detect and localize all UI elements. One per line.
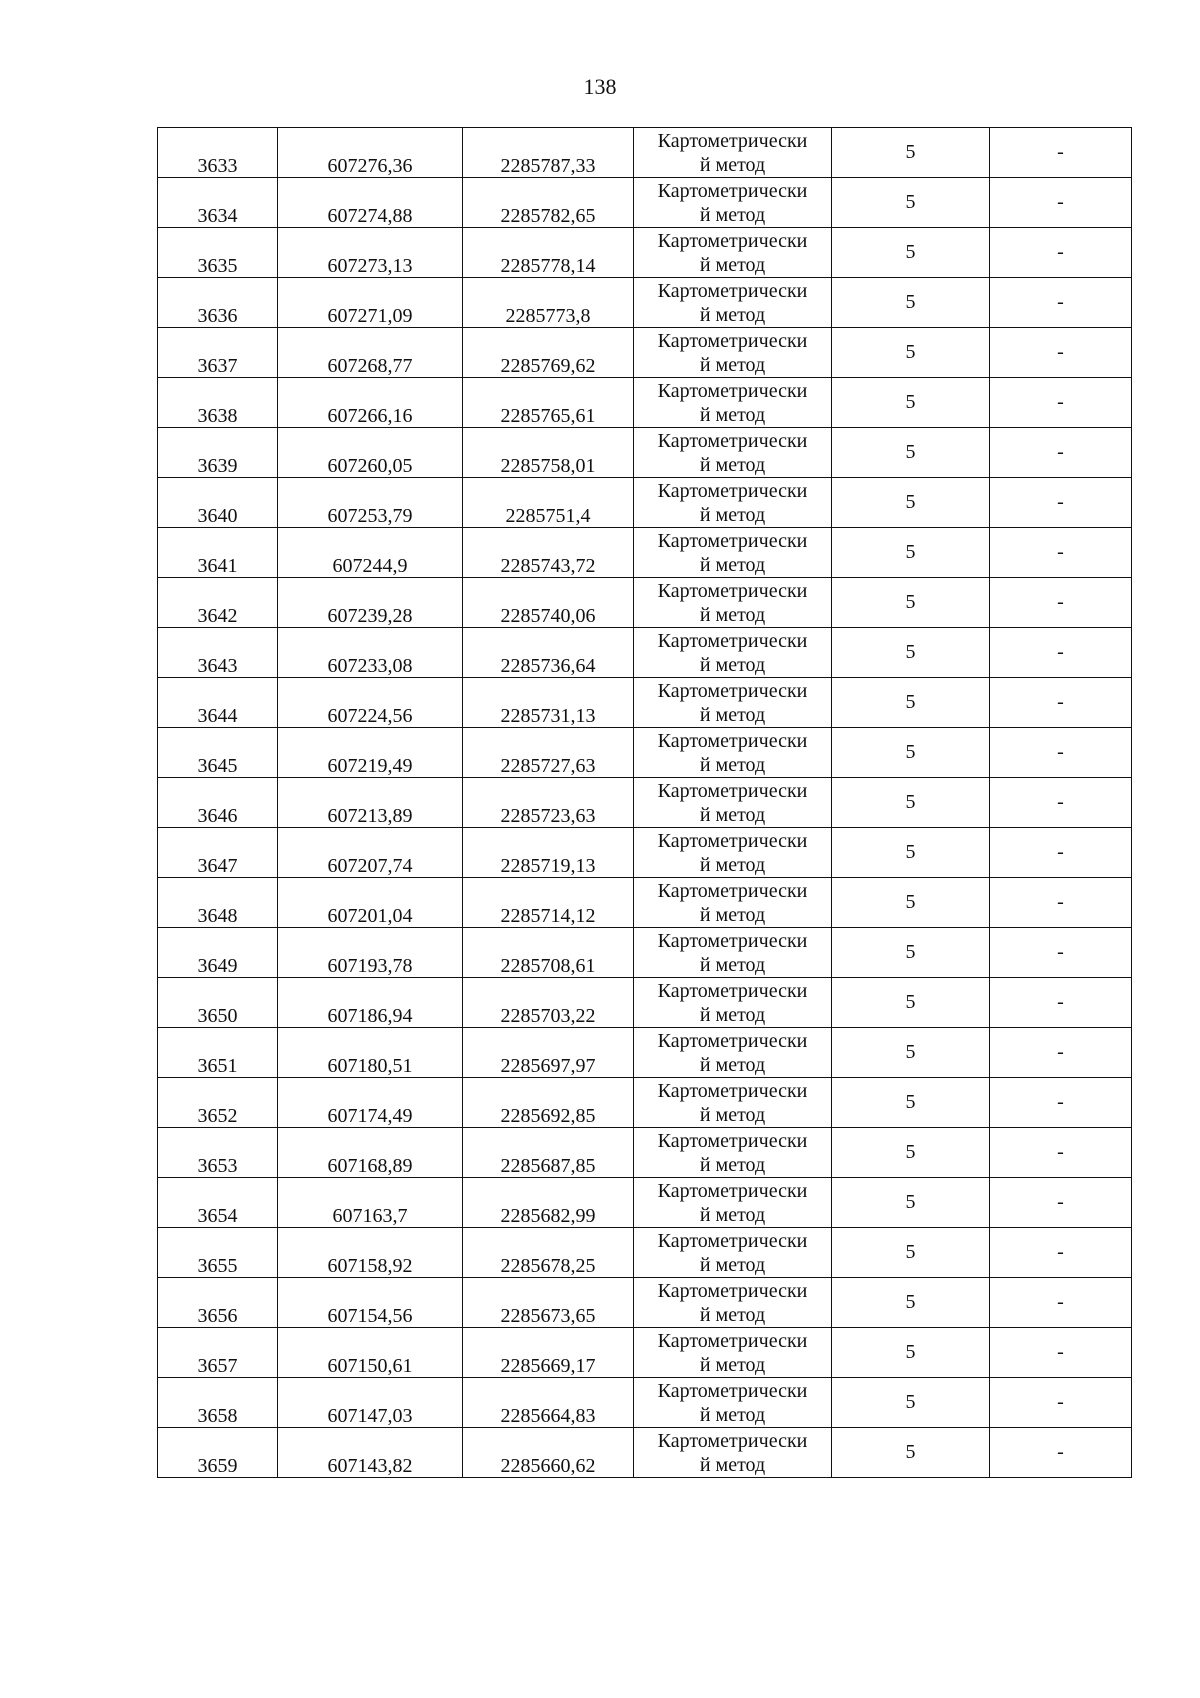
- accuracy-cell: 5: [832, 878, 990, 928]
- method-text-line-2: й метод: [699, 653, 766, 676]
- x-coordinate-cell: 607219,49: [278, 728, 463, 778]
- y-coordinate-cell: 2285758,01: [463, 428, 634, 478]
- accuracy-cell: 5: [832, 378, 990, 428]
- method-cell: [634, 1078, 832, 1128]
- x-coordinate-cell: 607168,89: [278, 1128, 463, 1178]
- method-text-line-2: й метод: [699, 1103, 766, 1126]
- method-text-line-1: Картометрически: [657, 579, 808, 602]
- note-cell: -: [990, 678, 1132, 728]
- method-text-line-1: Картометрически: [657, 279, 808, 302]
- note-cell: -: [990, 128, 1132, 178]
- method-cell: [634, 378, 832, 428]
- y-coordinate-cell: 2285727,63: [463, 728, 634, 778]
- y-coordinate-cell: 2285678,25: [463, 1228, 634, 1278]
- y-coordinate-cell: 2285740,06: [463, 578, 634, 628]
- method-text-line-1: Картометрически: [657, 629, 808, 652]
- note-cell: -: [990, 528, 1132, 578]
- note-cell: -: [990, 1378, 1132, 1428]
- method-text-line-2: й метод: [699, 453, 766, 476]
- accuracy-cell: 5: [832, 328, 990, 378]
- method-cell: [634, 1378, 832, 1428]
- point-number-cell: 3645: [158, 728, 278, 778]
- accuracy-cell: 5: [832, 528, 990, 578]
- accuracy-cell: 5: [832, 928, 990, 978]
- method-text-line-2: й метод: [699, 953, 766, 976]
- note-cell: -: [990, 478, 1132, 528]
- method-text-line-1: Картометрически: [657, 779, 808, 802]
- y-coordinate-cell: 2285692,85: [463, 1078, 634, 1128]
- y-coordinate-cell: 2285703,22: [463, 978, 634, 1028]
- accuracy-cell: 5: [832, 478, 990, 528]
- method-cell: [634, 1278, 832, 1328]
- point-number-cell: 3653: [158, 1128, 278, 1178]
- table-row: [158, 178, 1132, 228]
- accuracy-cell: 5: [832, 1428, 990, 1478]
- y-coordinate-cell: 2285736,64: [463, 628, 634, 678]
- method-cell: [634, 478, 832, 528]
- method-cell: [634, 678, 832, 728]
- y-coordinate-cell: 2285714,12: [463, 878, 634, 928]
- y-coordinate-cell: 2285687,85: [463, 1128, 634, 1178]
- x-coordinate-cell: 607207,74: [278, 828, 463, 878]
- method-text-line-2: й метод: [699, 603, 766, 626]
- method-text-line-2: й метод: [699, 503, 766, 526]
- method-cell: [634, 328, 832, 378]
- table-row: [158, 1128, 1132, 1178]
- coordinates-table: [157, 127, 1132, 1478]
- point-number-cell: 3658: [158, 1378, 278, 1428]
- method-text-line-1: Картометрически: [657, 229, 808, 252]
- note-cell: -: [990, 1028, 1132, 1078]
- accuracy-cell: 5: [832, 1178, 990, 1228]
- point-number-cell: 3636: [158, 278, 278, 328]
- coordinates-table-body: [158, 128, 1132, 1478]
- method-cell: [634, 178, 832, 228]
- point-number-cell: 3644: [158, 678, 278, 728]
- y-coordinate-cell: 2285664,83: [463, 1378, 634, 1428]
- accuracy-cell: 5: [832, 778, 990, 828]
- x-coordinate-cell: 607244,9: [278, 528, 463, 578]
- y-coordinate-cell: 2285660,62: [463, 1428, 634, 1478]
- x-coordinate-cell: 607239,28: [278, 578, 463, 628]
- table-row: [158, 128, 1132, 178]
- x-coordinate-cell: 607158,92: [278, 1228, 463, 1278]
- point-number-cell: 3635: [158, 228, 278, 278]
- accuracy-cell: 5: [832, 128, 990, 178]
- note-cell: -: [990, 1278, 1132, 1328]
- y-coordinate-cell: 2285778,14: [463, 228, 634, 278]
- x-coordinate-cell: 607174,49: [278, 1078, 463, 1128]
- method-text-line-2: й метод: [699, 803, 766, 826]
- x-coordinate-cell: 607143,82: [278, 1428, 463, 1478]
- method-text-line-2: й метод: [699, 1003, 766, 1026]
- method-cell: [634, 778, 832, 828]
- note-cell: -: [990, 278, 1132, 328]
- y-coordinate-cell: 2285697,97: [463, 1028, 634, 1078]
- note-cell: -: [990, 628, 1132, 678]
- method-text-line-1: Картометрически: [657, 1379, 808, 1402]
- table-row: [158, 1028, 1132, 1078]
- table-row: [158, 778, 1132, 828]
- method-text-line-1: Картометрически: [657, 929, 808, 952]
- method-text-line-1: Картометрически: [657, 1129, 808, 1152]
- method-text-line-1: Картометрически: [657, 1429, 808, 1452]
- method-cell: [634, 128, 832, 178]
- method-text-line-1: Картометрически: [657, 1079, 808, 1102]
- point-number-cell: 3638: [158, 378, 278, 428]
- table-row: [158, 1078, 1132, 1128]
- x-coordinate-cell: 607163,7: [278, 1178, 463, 1228]
- note-cell: -: [990, 878, 1132, 928]
- accuracy-cell: 5: [832, 1378, 990, 1428]
- method-text-line-2: й метод: [699, 853, 766, 876]
- y-coordinate-cell: 2285769,62: [463, 328, 634, 378]
- note-cell: -: [990, 1328, 1132, 1378]
- point-number-cell: 3642: [158, 578, 278, 628]
- point-number-cell: 3634: [158, 178, 278, 228]
- method-text-line-2: й метод: [699, 1203, 766, 1226]
- y-coordinate-cell: 2285751,4: [463, 478, 634, 528]
- x-coordinate-cell: 607253,79: [278, 478, 463, 528]
- x-coordinate-cell: 607150,61: [278, 1328, 463, 1378]
- point-number-cell: 3655: [158, 1228, 278, 1278]
- method-text-line-1: Картометрически: [657, 1229, 808, 1252]
- note-cell: -: [990, 378, 1132, 428]
- table-row: [158, 378, 1132, 428]
- method-text-line-1: Картометрически: [657, 479, 808, 502]
- accuracy-cell: 5: [832, 578, 990, 628]
- method-text-line-2: й метод: [699, 1053, 766, 1076]
- x-coordinate-cell: 607268,77: [278, 328, 463, 378]
- y-coordinate-cell: 2285682,99: [463, 1178, 634, 1228]
- method-text-line-2: й метод: [699, 353, 766, 376]
- point-number-cell: 3639: [158, 428, 278, 478]
- x-coordinate-cell: 607186,94: [278, 978, 463, 1028]
- table-row: [158, 528, 1132, 578]
- accuracy-cell: 5: [832, 428, 990, 478]
- method-text-line-1: Картометрически: [657, 1029, 808, 1052]
- method-cell: [634, 428, 832, 478]
- method-text-line-2: й метод: [699, 703, 766, 726]
- point-number-cell: 3647: [158, 828, 278, 878]
- table-row: [158, 878, 1132, 928]
- page-number: 138: [583, 74, 617, 99]
- accuracy-cell: 5: [832, 1278, 990, 1328]
- x-coordinate-cell: 607271,09: [278, 278, 463, 328]
- accuracy-cell: 5: [832, 1028, 990, 1078]
- accuracy-cell: 5: [832, 1328, 990, 1378]
- accuracy-cell: 5: [832, 1078, 990, 1128]
- point-number-cell: 3659: [158, 1428, 278, 1478]
- note-cell: -: [990, 578, 1132, 628]
- table-row: [158, 1228, 1132, 1278]
- method-text-line-2: й метод: [699, 253, 766, 276]
- method-cell: [634, 628, 832, 678]
- method-text-line-2: й метод: [699, 1353, 766, 1376]
- method-text-line-1: Картометрически: [657, 1279, 808, 1302]
- table-row: [158, 978, 1132, 1028]
- method-text-line-1: Картометрически: [657, 529, 808, 552]
- accuracy-cell: 5: [832, 1128, 990, 1178]
- note-cell: -: [990, 328, 1132, 378]
- method-text-line-1: Картометрически: [657, 1329, 808, 1352]
- y-coordinate-cell: 2285782,65: [463, 178, 634, 228]
- y-coordinate-cell: 2285787,33: [463, 128, 634, 178]
- method-text-line-1: Картометрически: [657, 129, 808, 152]
- y-coordinate-cell: 2285773,8: [463, 278, 634, 328]
- note-cell: -: [990, 978, 1132, 1028]
- accuracy-cell: 5: [832, 978, 990, 1028]
- table-row: [158, 1428, 1132, 1478]
- accuracy-cell: 5: [832, 628, 990, 678]
- method-cell: [634, 278, 832, 328]
- method-text-line-2: й метод: [699, 1253, 766, 1276]
- method-text-line-2: й метод: [699, 903, 766, 926]
- method-text-line-1: Картометрически: [657, 829, 808, 852]
- note-cell: -: [990, 778, 1132, 828]
- note-cell: -: [990, 1428, 1132, 1478]
- x-coordinate-cell: 607260,05: [278, 428, 463, 478]
- method-text-line-1: Картометрически: [657, 729, 808, 752]
- method-cell: [634, 228, 832, 278]
- note-cell: -: [990, 428, 1132, 478]
- point-number-cell: 3656: [158, 1278, 278, 1328]
- method-text-line-2: й метод: [699, 303, 766, 326]
- method-text-line-1: Картометрически: [657, 1179, 808, 1202]
- note-cell: -: [990, 928, 1132, 978]
- note-cell: -: [990, 1228, 1132, 1278]
- table-row: [158, 728, 1132, 778]
- method-cell: [634, 1428, 832, 1478]
- point-number-cell: 3657: [158, 1328, 278, 1378]
- table-row: [158, 1378, 1132, 1428]
- y-coordinate-cell: 2285723,63: [463, 778, 634, 828]
- method-text-line-2: й метод: [699, 1453, 766, 1476]
- method-text-line-1: Картометрически: [657, 179, 808, 202]
- x-coordinate-cell: 607233,08: [278, 628, 463, 678]
- x-coordinate-cell: 607180,51: [278, 1028, 463, 1078]
- table-row: [158, 1328, 1132, 1378]
- accuracy-cell: 5: [832, 1228, 990, 1278]
- point-number-cell: 3651: [158, 1028, 278, 1078]
- x-coordinate-cell: 607266,16: [278, 378, 463, 428]
- table-row: [158, 678, 1132, 728]
- point-number-cell: 3633: [158, 128, 278, 178]
- note-cell: -: [990, 728, 1132, 778]
- method-text-line-1: Картометрически: [657, 679, 808, 702]
- table-row: [158, 828, 1132, 878]
- x-coordinate-cell: 607201,04: [278, 878, 463, 928]
- table-row: [158, 928, 1132, 978]
- y-coordinate-cell: 2285719,13: [463, 828, 634, 878]
- note-cell: -: [990, 1078, 1132, 1128]
- method-text-line-1: Картометрически: [657, 429, 808, 452]
- point-number-cell: 3640: [158, 478, 278, 528]
- method-cell: [634, 1178, 832, 1228]
- point-number-cell: 3654: [158, 1178, 278, 1228]
- x-coordinate-cell: 607224,56: [278, 678, 463, 728]
- y-coordinate-cell: 2285673,65: [463, 1278, 634, 1328]
- y-coordinate-cell: 2285731,13: [463, 678, 634, 728]
- table-row: [158, 1278, 1132, 1328]
- note-cell: -: [990, 1128, 1132, 1178]
- x-coordinate-cell: 607193,78: [278, 928, 463, 978]
- method-text-line-2: й метод: [699, 403, 766, 426]
- method-cell: [634, 928, 832, 978]
- method-text-line-1: Картометрически: [657, 879, 808, 902]
- method-text-line-1: Картометрически: [657, 979, 808, 1002]
- accuracy-cell: 5: [832, 828, 990, 878]
- accuracy-cell: 5: [832, 678, 990, 728]
- note-cell: -: [990, 228, 1132, 278]
- y-coordinate-cell: 2285743,72: [463, 528, 634, 578]
- point-number-cell: 3643: [158, 628, 278, 678]
- method-cell: [634, 1228, 832, 1278]
- method-cell: [634, 878, 832, 928]
- point-number-cell: 3648: [158, 878, 278, 928]
- method-cell: [634, 1128, 832, 1178]
- method-text-line-2: й метод: [699, 1403, 766, 1426]
- method-text-line-2: й метод: [699, 153, 766, 176]
- method-cell: [634, 528, 832, 578]
- table-row: [158, 328, 1132, 378]
- note-cell: -: [990, 1178, 1132, 1228]
- table-row: [158, 278, 1132, 328]
- note-cell: -: [990, 828, 1132, 878]
- method-text-line-2: й метод: [699, 553, 766, 576]
- method-text-line-2: й метод: [699, 1153, 766, 1176]
- accuracy-cell: 5: [832, 728, 990, 778]
- table-row: [158, 578, 1132, 628]
- y-coordinate-cell: 2285765,61: [463, 378, 634, 428]
- x-coordinate-cell: 607276,36: [278, 128, 463, 178]
- x-coordinate-cell: 607154,56: [278, 1278, 463, 1328]
- point-number-cell: 3646: [158, 778, 278, 828]
- point-number-cell: 3652: [158, 1078, 278, 1128]
- y-coordinate-cell: 2285708,61: [463, 928, 634, 978]
- method-text-line-2: й метод: [699, 203, 766, 226]
- method-cell: [634, 1028, 832, 1078]
- x-coordinate-cell: 607273,13: [278, 228, 463, 278]
- method-text-line-1: Картометрически: [657, 379, 808, 402]
- accuracy-cell: 5: [832, 178, 990, 228]
- y-coordinate-cell: 2285669,17: [463, 1328, 634, 1378]
- accuracy-cell: 5: [832, 278, 990, 328]
- method-cell: [634, 728, 832, 778]
- method-cell: [634, 1328, 832, 1378]
- method-text-line-2: й метод: [699, 1303, 766, 1326]
- point-number-cell: 3649: [158, 928, 278, 978]
- method-text-line-2: й метод: [699, 753, 766, 776]
- note-cell: -: [990, 178, 1132, 228]
- table-row: [158, 478, 1132, 528]
- table-row: [158, 228, 1132, 278]
- table-row: [158, 628, 1132, 678]
- table-row: [158, 428, 1132, 478]
- x-coordinate-cell: 607213,89: [278, 778, 463, 828]
- table-row: [158, 1178, 1132, 1228]
- accuracy-cell: 5: [832, 228, 990, 278]
- point-number-cell: 3650: [158, 978, 278, 1028]
- point-number-cell: 3641: [158, 528, 278, 578]
- x-coordinate-cell: 607147,03: [278, 1378, 463, 1428]
- method-cell: [634, 828, 832, 878]
- method-text-line-1: Картометрически: [657, 329, 808, 352]
- method-cell: [634, 978, 832, 1028]
- x-coordinate-cell: 607274,88: [278, 178, 463, 228]
- method-cell: [634, 578, 832, 628]
- point-number-cell: 3637: [158, 328, 278, 378]
